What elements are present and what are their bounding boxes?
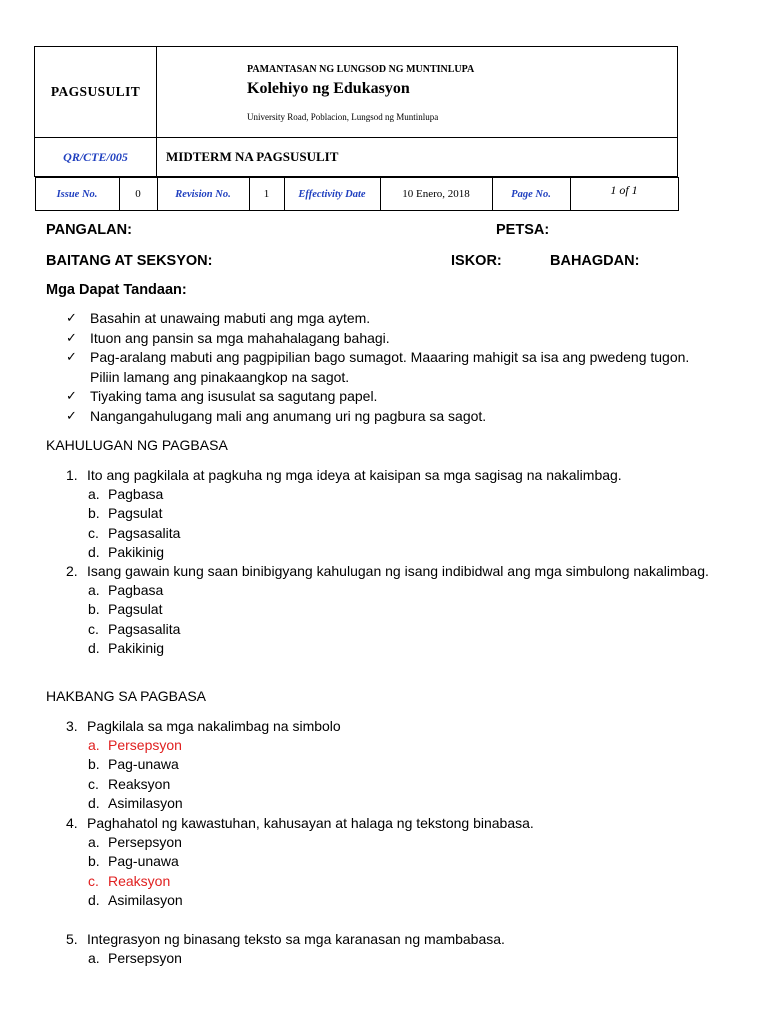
question-number: 3. <box>66 718 78 734</box>
percentage-field-label: BAHAGDAN: <box>550 253 640 269</box>
question-5 <box>66 930 720 968</box>
options-list <box>88 485 720 562</box>
option-a: a. Persepsyon <box>88 834 182 851</box>
document-code: QR/CTE/005 <box>35 138 157 177</box>
question-number: 5. <box>66 931 78 947</box>
option-a-answer: a. Persepsyon <box>88 737 182 754</box>
question-4 <box>66 814 720 910</box>
option-c: c. Reaksyon <box>88 775 171 792</box>
document-header <box>34 46 678 211</box>
university-name: PAMANTASAN NG LUNGSOD NG MUNTINLUPA <box>247 64 475 75</box>
question-stem: Isang gawain kung saan binibigyang kahulugan ng isang indibidwal ang mga simbulong nakalimbag. <box>87 563 709 579</box>
option-b: b. Pag-unawa <box>88 756 179 773</box>
options-list <box>88 581 720 658</box>
page-label: Page No. <box>492 178 570 211</box>
option-b: b. Pag-unawa <box>88 853 179 870</box>
revision-label: Revision No. <box>157 178 249 211</box>
check-icon: ✓ <box>66 408 77 424</box>
school-info <box>157 47 678 138</box>
revision-value: 1 <box>249 178 284 211</box>
issue-label: Issue No. <box>35 178 119 211</box>
list-item: ✓ Ituon ang pansin sa mga mahahalagang bahagi. <box>66 329 706 349</box>
check-icon: ✓ <box>66 350 77 365</box>
question-number: 2. <box>66 563 78 579</box>
exam-title: MIDTERM NA PAGSUSULIT <box>157 138 678 177</box>
list-item: ✓ Pag-aralang mabuti ang pagpipilian bago sumagot. Maaaring mahigit sa isa ang pwedeng tugon. Piliin lamang ang pinakaangkop na sagot. <box>66 349 690 385</box>
check-icon: ✓ <box>66 330 77 346</box>
options-list <box>88 736 720 813</box>
list-item: ✓ Tiyaking tama ang isusulat sa sagutang papel. <box>66 387 706 407</box>
question-stem: Pagkilala sa mga nakalimbag na simbolo <box>87 718 341 734</box>
document-meta <box>35 177 679 211</box>
section-title-hakbang: HAKBANG SA PAGBASA <box>46 688 207 704</box>
option-a: a. Persepsyon <box>88 950 182 967</box>
question-stem: Integrasyon ng binasang teksto sa mga karanasan ng mambabasa. <box>87 931 505 947</box>
option-d: d. Pakikinig <box>88 639 165 656</box>
list-item: ✓ Basahin at unawaing mabuti ang mga aytem. <box>66 309 706 329</box>
option-c: c. Pagsasalita <box>88 620 181 637</box>
check-icon: ✓ <box>66 311 77 326</box>
question-stem: Ito ang pagkilala at pagkuha ng mga ideya at kaisipan sa mga sagisag na nakalimbag. <box>87 467 622 483</box>
effectivity-label: Effectivity Date <box>284 178 380 211</box>
list-item: ✓ Nangangahulugang mali ang anumang uri ng pagbura sa sagot. <box>66 407 706 427</box>
question-number: 1. <box>66 467 78 483</box>
options-list <box>88 949 720 968</box>
name-field-label: PANGALAN: <box>46 222 132 238</box>
issue-value: 0 <box>119 178 157 211</box>
document-type: PAGSUSULIT <box>35 47 157 138</box>
option-c-answer: c. Reaksyon <box>88 872 171 889</box>
question-2 <box>66 562 720 658</box>
question-1 <box>66 466 720 562</box>
option-d: d. Pakikinig <box>88 543 165 560</box>
section-title-kahulugan: KAHULUGAN NG PAGBASA <box>46 437 228 453</box>
option-d: d. Asimilasyon <box>88 794 183 811</box>
option-b: b. Pagsulat <box>88 601 163 618</box>
effectivity-value: 10 Enero, 2018 <box>380 178 492 211</box>
options-list <box>88 833 720 910</box>
college-name: Kolehiyo ng Edukasyon <box>247 80 410 97</box>
score-field-label: ISKOR: <box>451 253 502 269</box>
question-stem: Paghahatol ng kawastuhan, kahusayan at halaga ng tekstong binabasa. <box>87 815 534 831</box>
option-c: c. Pagsasalita <box>88 524 181 541</box>
question-number: 4. <box>66 815 78 831</box>
question-3 <box>66 717 720 813</box>
grade-section-field-label: BAITANG AT SEKSYON: <box>46 253 213 269</box>
school-address: University Road, Poblacion, Lungsod ng Muntinlupa <box>247 112 439 122</box>
date-field-label: PETSA: <box>496 222 550 238</box>
option-a: a. Pagbasa <box>88 582 164 599</box>
option-b: b. Pagsulat <box>88 505 163 522</box>
option-a: a. Pagbasa <box>88 486 164 503</box>
page-value: 1 of 1 <box>570 178 678 211</box>
check-icon: ✓ <box>66 389 77 404</box>
reminders-title: Mga Dapat Tandaan: <box>46 282 187 298</box>
reminders-list <box>66 309 706 426</box>
option-d: d. Asimilasyon <box>88 891 183 908</box>
